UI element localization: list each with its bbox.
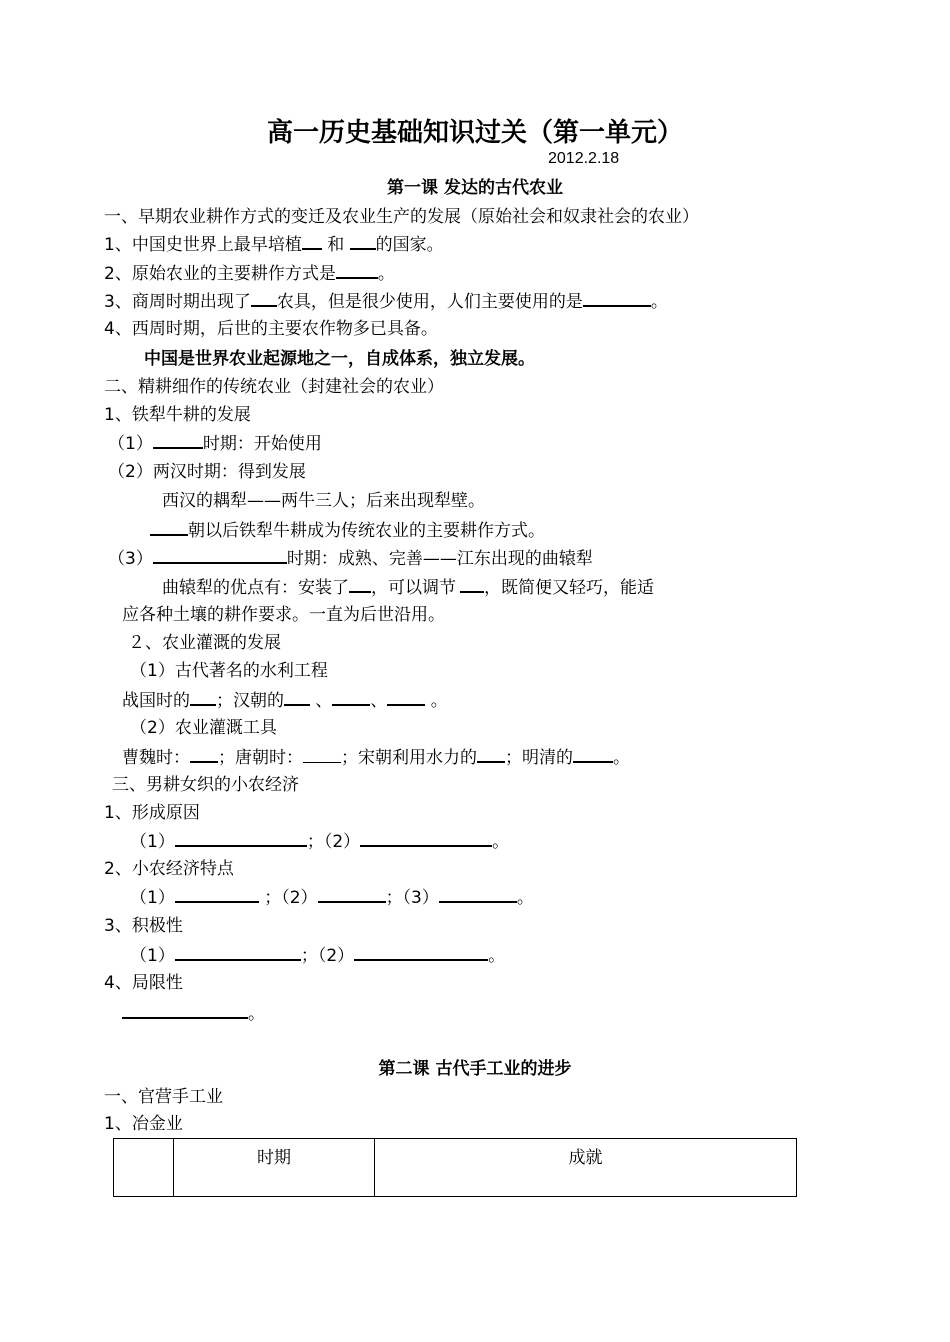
topic-1-item-3-detail-a: 曲辕犁的优点有：安装了 ，可以调节 ，既简便又轻巧，能适 [162,578,654,598]
emphasis-statement: 中国是世界农业起源地之一，自成体系，独立发展。 [144,349,535,369]
blank [175,830,307,847]
reason-answers: （1） ；（2） 。 [130,832,510,852]
date: 2012.2.18 [548,150,620,167]
topic-1-item-3-detail-b: 应各种土壤的耕作要求。一直为后世沿用。 [122,605,445,625]
features-answers: （1） ；（2） ；（3） 。 [130,888,534,908]
topic-2-item-2-detail: 曹魏时： ；唐朝时： ；宋朝利用水力的 ；明清的 。 [122,748,630,768]
lesson2-topic-1-heading: 1、冶金业 [104,1114,183,1134]
blank [175,886,259,903]
limitation-answer: 。 [122,1002,265,1025]
topic-1-item-3: （3） 时期：成熟、完善——江东出现的曲辕犁 [108,549,593,569]
topic-1-heading: 1、铁犁牛耕的发展 [104,405,251,425]
blank [153,547,287,564]
question-4: 4、西周时期，后世的主要农作物多已具备。 [104,319,438,339]
blank [303,747,341,763]
section-1-heading: 一、早期农业耕作方式的变迁及农业生产的发展（原始社会和奴隶社会的农业） [104,207,699,227]
blank [190,746,218,763]
question-2: 2、原始农业的主要耕作方式是 。 [104,264,395,284]
blank [573,746,613,763]
features-heading: 2、小农经济特点 [104,859,234,879]
blank [360,830,492,847]
table-cell [114,1139,174,1197]
blank [336,262,378,279]
topic-2-heading: ２、农业灌溉的发展 [128,633,281,653]
limitation-heading: 4、局限性 [104,973,183,993]
blank [354,944,488,961]
blank [332,689,370,706]
blank [477,746,505,763]
page-title: 高一历史基础知识过关（第一单元） [266,118,683,148]
topic-1-item-2: （2）两汉时期：得到发展 [108,462,306,482]
table-header-period: 时期 [174,1139,375,1197]
topic-2-item-1: （1）古代著名的水利工程 [130,661,328,681]
lesson1-heading: 第一课 发达的古代农业 [387,178,563,198]
blank [284,689,310,706]
blank [460,576,484,593]
table-header-achievement: 成就 [375,1139,797,1197]
metallurgy-table [113,1138,797,1197]
blank [302,233,322,250]
blank [122,1002,248,1019]
blank [153,432,203,449]
topic-1-item-2-detail-a: 西汉的耦犁——两牛三人；后来出现犁壁。 [162,491,485,511]
blank [150,519,188,536]
question-1: 1、中国史世界上最早培植 和 的国家。 [104,235,444,255]
section-3-heading: 三、男耕女织的小农经济 [112,775,299,795]
lesson2-section-1-heading: 一、官营手工业 [104,1087,223,1107]
positive-answers: （1） ；（2） 。 [130,946,506,966]
topic-1-item-1: （1） 时期：开始使用 [108,434,322,454]
blank [251,290,277,307]
topic-2-item-2: （2）农业灌溉工具 [130,718,277,738]
section-2-heading: 二、精耕细作的传统农业（封建社会的农业） [104,377,444,397]
blank [583,290,651,307]
blank [439,886,517,903]
blank [190,689,216,706]
blank [349,576,371,593]
reason-heading: 1、形成原因 [104,803,200,823]
blank [318,886,386,903]
blank [387,689,425,706]
topic-1-item-2-detail-b: 朝以后铁犁牛耕成为传统农业的主要耕作方式。 [150,519,545,542]
lesson2-heading: 第二课 古代手工业的进步 [378,1059,572,1079]
blank [175,944,301,961]
topic-2-item-1-detail: 战国时的 ；汉朝的 、 、 。 [122,691,448,711]
blank [350,233,376,250]
question-3: 3、商周时期出现了 农具，但是很少使用，人们主要使用的是 。 [104,292,668,312]
table-row [114,1139,797,1197]
positive-heading: 3、积极性 [104,916,183,936]
